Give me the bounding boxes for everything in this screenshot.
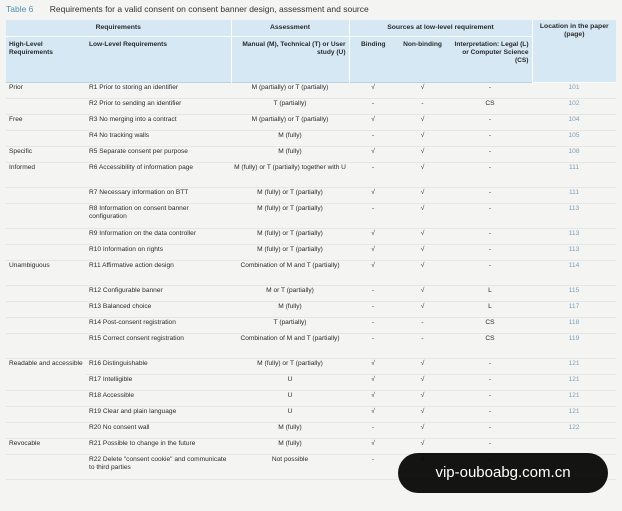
header-binding: Binding xyxy=(349,37,397,83)
table-row xyxy=(6,99,616,115)
table-row xyxy=(6,188,616,204)
table-row xyxy=(6,204,616,229)
high-level-cell xyxy=(6,318,86,334)
binding-cell: √ xyxy=(349,261,397,286)
table-row xyxy=(6,286,616,302)
high-level-cell xyxy=(6,423,86,439)
assessment-cell: M (fully) xyxy=(231,302,349,318)
table-row xyxy=(6,407,616,423)
high-level-cell xyxy=(6,286,86,302)
low-level-cell: R10 Information on rights xyxy=(86,245,231,261)
assessment-cell: Combination of M and T (partially) xyxy=(231,334,349,359)
binding-cell: √ xyxy=(349,359,397,375)
binding-cell: - xyxy=(349,423,397,439)
low-level-cell: R18 Accessible xyxy=(86,391,231,407)
interpretation-cell: L xyxy=(448,302,532,318)
binding-cell: √ xyxy=(349,245,397,261)
table-row xyxy=(6,261,616,286)
low-level-cell: R5 Separate consent per purpose xyxy=(86,147,231,163)
interpretation-cell: - xyxy=(448,115,532,131)
low-level-cell: R21 Possible to change in the future xyxy=(86,439,231,455)
low-level-cell: R7 Necessary information on BTT xyxy=(86,188,231,204)
non-binding-cell: √ xyxy=(397,131,448,147)
assessment-cell: M (fully) xyxy=(231,423,349,439)
high-level-cell: Specific xyxy=(6,147,86,163)
assessment-cell: U xyxy=(231,391,349,407)
assessment-cell: Not possible xyxy=(231,455,349,480)
assessment-cell: M (fully) xyxy=(231,131,349,147)
assessment-cell: M (partially) or T (partially) xyxy=(231,83,349,99)
assessment-cell: M (partially) or T (partially) xyxy=(231,115,349,131)
header-requirements: Requirements xyxy=(6,20,231,37)
non-binding-cell: √ xyxy=(397,407,448,423)
assessment-cell: T (partially) xyxy=(231,318,349,334)
table-number: Table 6 xyxy=(6,4,34,14)
non-binding-cell: - xyxy=(397,99,448,115)
assessment-cell: M (fully) or T (partially) xyxy=(231,204,349,229)
table-row xyxy=(6,302,616,318)
table-row xyxy=(6,131,616,147)
binding-cell: √ xyxy=(349,83,397,99)
low-level-cell: R14 Post-consent registration xyxy=(86,318,231,334)
interpretation-cell: - xyxy=(448,407,532,423)
high-level-cell: Readable and accessible xyxy=(6,359,86,391)
assessment-cell: M (fully) or T (partially) together with U xyxy=(231,163,349,188)
interpretation-cell: CS xyxy=(448,334,532,359)
header-location: Location in the paper (page) xyxy=(532,20,616,83)
non-binding-cell: √ xyxy=(397,391,448,407)
high-level-cell xyxy=(6,131,86,147)
high-level-cell xyxy=(6,302,86,318)
interpretation-cell: L xyxy=(448,286,532,302)
location-cell: 114 xyxy=(532,261,616,286)
non-binding-cell: √ xyxy=(397,423,448,439)
non-binding-cell: √ xyxy=(397,359,448,375)
binding-cell: - xyxy=(349,334,397,359)
low-level-cell: R1 Prior to storing an identifier xyxy=(86,83,231,99)
binding-cell: - xyxy=(349,204,397,229)
high-level-cell: Free xyxy=(6,115,86,131)
assessment-cell: U xyxy=(231,375,349,391)
high-level-cell xyxy=(6,391,86,407)
high-level-cell: Revocable xyxy=(6,439,86,455)
location-cell: 101 xyxy=(532,83,616,99)
low-level-cell: R3 No merging into a contract xyxy=(86,115,231,131)
location-cell: 121 xyxy=(532,407,616,423)
non-binding-cell: √ xyxy=(397,261,448,286)
interpretation-cell: - xyxy=(448,375,532,391)
assessment-cell: M (fully) xyxy=(231,439,349,455)
non-binding-cell: √ xyxy=(397,163,448,188)
location-cell: 122 xyxy=(532,423,616,439)
table-row xyxy=(6,245,616,261)
watermark-overlay: vip-ouboabg.com.cn xyxy=(398,453,608,493)
table-row xyxy=(6,334,616,359)
assessment-cell: M (fully) or T (partially) xyxy=(231,188,349,204)
high-level-cell: Informed xyxy=(6,163,86,188)
assessment-cell: M (fully) or T (partially) xyxy=(231,229,349,245)
interpretation-cell: - xyxy=(448,163,532,188)
low-level-cell: R4 No tracking walls xyxy=(86,131,231,147)
table-row xyxy=(6,391,616,407)
high-level-cell xyxy=(6,334,86,359)
location-cell: 105 xyxy=(532,131,616,147)
binding-cell: - xyxy=(349,99,397,115)
high-level-cell xyxy=(6,229,86,245)
binding-cell: √ xyxy=(349,115,397,131)
header-assessment: Assessment xyxy=(231,20,349,37)
header-low-level: Low-Level Requirements xyxy=(86,37,231,83)
high-level-cell xyxy=(6,188,86,204)
binding-cell: √ xyxy=(349,147,397,163)
binding-cell: √ xyxy=(349,375,397,391)
low-level-cell: R20 No consent wall xyxy=(86,423,231,439)
location-cell: 113 xyxy=(532,229,616,245)
high-level-cell xyxy=(6,455,86,480)
high-level-cell xyxy=(6,407,86,423)
binding-cell: √ xyxy=(349,439,397,455)
low-level-cell: R19 Clear and plain language xyxy=(86,407,231,423)
low-level-cell: R6 Accessibility of information page xyxy=(86,163,231,188)
interpretation-cell: - xyxy=(448,83,532,99)
low-level-cell: R16 Distinguishable xyxy=(86,359,231,375)
location-cell: 121 xyxy=(532,375,616,391)
interpretation-cell: - xyxy=(448,245,532,261)
interpretation-cell: CS xyxy=(448,99,532,115)
assessment-cell: Combination of M and T (partially) xyxy=(231,261,349,286)
low-level-cell: R17 Intelligible xyxy=(86,375,231,391)
location-cell: 111 xyxy=(532,163,616,188)
high-level-cell: Unambiguous xyxy=(6,261,86,286)
requirements-table xyxy=(6,20,616,480)
interpretation-cell: - xyxy=(448,391,532,407)
low-level-cell: R13 Balanced choice xyxy=(86,302,231,318)
interpretation-cell: - xyxy=(448,147,532,163)
table-row xyxy=(6,83,616,99)
binding-cell: - xyxy=(349,318,397,334)
location-cell: 121 xyxy=(532,359,616,375)
interpretation-cell: - xyxy=(448,188,532,204)
header-sources: Sources at low-level requirement xyxy=(349,20,532,37)
binding-cell: - xyxy=(349,131,397,147)
table-row xyxy=(6,423,616,439)
location-cell: 113 xyxy=(532,204,616,229)
non-binding-cell: √ xyxy=(397,286,448,302)
non-binding-cell: √ xyxy=(397,245,448,261)
table-row xyxy=(6,163,616,188)
low-level-cell: R12 Configurable banner xyxy=(86,286,231,302)
location-cell: 111 xyxy=(532,188,616,204)
interpretation-cell: - xyxy=(448,131,532,147)
low-level-cell: R2 Prior to sending an identifier xyxy=(86,99,231,115)
binding-cell: - xyxy=(349,163,397,188)
interpretation-cell: - xyxy=(448,359,532,375)
table-row xyxy=(6,375,616,391)
location-cell: 115 xyxy=(532,286,616,302)
assessment-cell: M (fully) or T (partially) xyxy=(231,359,349,375)
table-caption xyxy=(6,4,369,14)
table-row xyxy=(6,115,616,131)
interpretation-cell: - xyxy=(448,423,532,439)
high-level-cell xyxy=(6,99,86,115)
non-binding-cell: √ xyxy=(397,147,448,163)
table-row xyxy=(6,318,616,334)
location-cell: 104 xyxy=(532,115,616,131)
binding-cell: √ xyxy=(349,391,397,407)
low-level-cell: R8 Information on consent banner configuration xyxy=(86,204,231,229)
interpretation-cell: CS xyxy=(448,318,532,334)
location-cell: 108 xyxy=(532,147,616,163)
non-binding-cell: √ xyxy=(397,188,448,204)
assessment-cell: M (fully) or T (partially) xyxy=(231,245,349,261)
non-binding-cell: √ xyxy=(397,204,448,229)
interpretation-cell: - xyxy=(448,261,532,286)
binding-cell: √ xyxy=(349,188,397,204)
assessment-cell: M (fully) xyxy=(231,147,349,163)
non-binding-cell: - xyxy=(397,318,448,334)
location-cell: 113 xyxy=(532,245,616,261)
location-cell: 102 xyxy=(532,99,616,115)
non-binding-cell: √ xyxy=(397,375,448,391)
binding-cell: √ xyxy=(349,407,397,423)
table-row xyxy=(6,147,616,163)
binding-cell: - xyxy=(349,286,397,302)
assessment-cell: M or T (partially) xyxy=(231,286,349,302)
binding-cell: √ xyxy=(349,229,397,245)
interpretation-cell: - xyxy=(448,204,532,229)
assessment-cell: T (partially) xyxy=(231,99,349,115)
high-level-cell: Prior xyxy=(6,83,86,99)
non-binding-cell: √ xyxy=(397,229,448,245)
interpretation-cell: - xyxy=(448,439,532,455)
table-row xyxy=(6,359,616,375)
high-level-cell xyxy=(6,204,86,229)
location-cell: 117 xyxy=(532,302,616,318)
non-binding-cell: - xyxy=(397,334,448,359)
location-cell: 121 xyxy=(532,391,616,407)
low-level-cell: R11 Affirmative action design xyxy=(86,261,231,286)
low-level-cell: R9 Information on the data controller xyxy=(86,229,231,245)
high-level-cell xyxy=(6,245,86,261)
non-binding-cell: √ xyxy=(397,302,448,318)
location-cell: 118 xyxy=(532,318,616,334)
header-non-binding: Non-binding xyxy=(397,37,448,83)
table-row xyxy=(6,229,616,245)
non-binding-cell: √ xyxy=(397,115,448,131)
header-interpretation: Interpretation: Legal (L) or Computer Science (CS) xyxy=(448,37,532,83)
interpretation-cell: - xyxy=(448,229,532,245)
table-title: Requirements for a valid consent on consent banner design, assessment and source xyxy=(49,4,369,14)
header-high-level: High-Level Requirements xyxy=(6,37,86,83)
binding-cell: - xyxy=(349,455,397,480)
header-assessment-sub: Manual (M), Technical (T) or User study (U) xyxy=(231,37,349,83)
non-binding-cell: √ xyxy=(397,439,448,455)
low-level-cell: R15 Correct consent registration xyxy=(86,334,231,359)
assessment-cell: U xyxy=(231,407,349,423)
low-level-cell: R22 Delete "consent cookie" and communicate to third parties xyxy=(86,455,231,480)
non-binding-cell: √ xyxy=(397,83,448,99)
binding-cell: - xyxy=(349,302,397,318)
location-cell: 119 xyxy=(532,334,616,359)
